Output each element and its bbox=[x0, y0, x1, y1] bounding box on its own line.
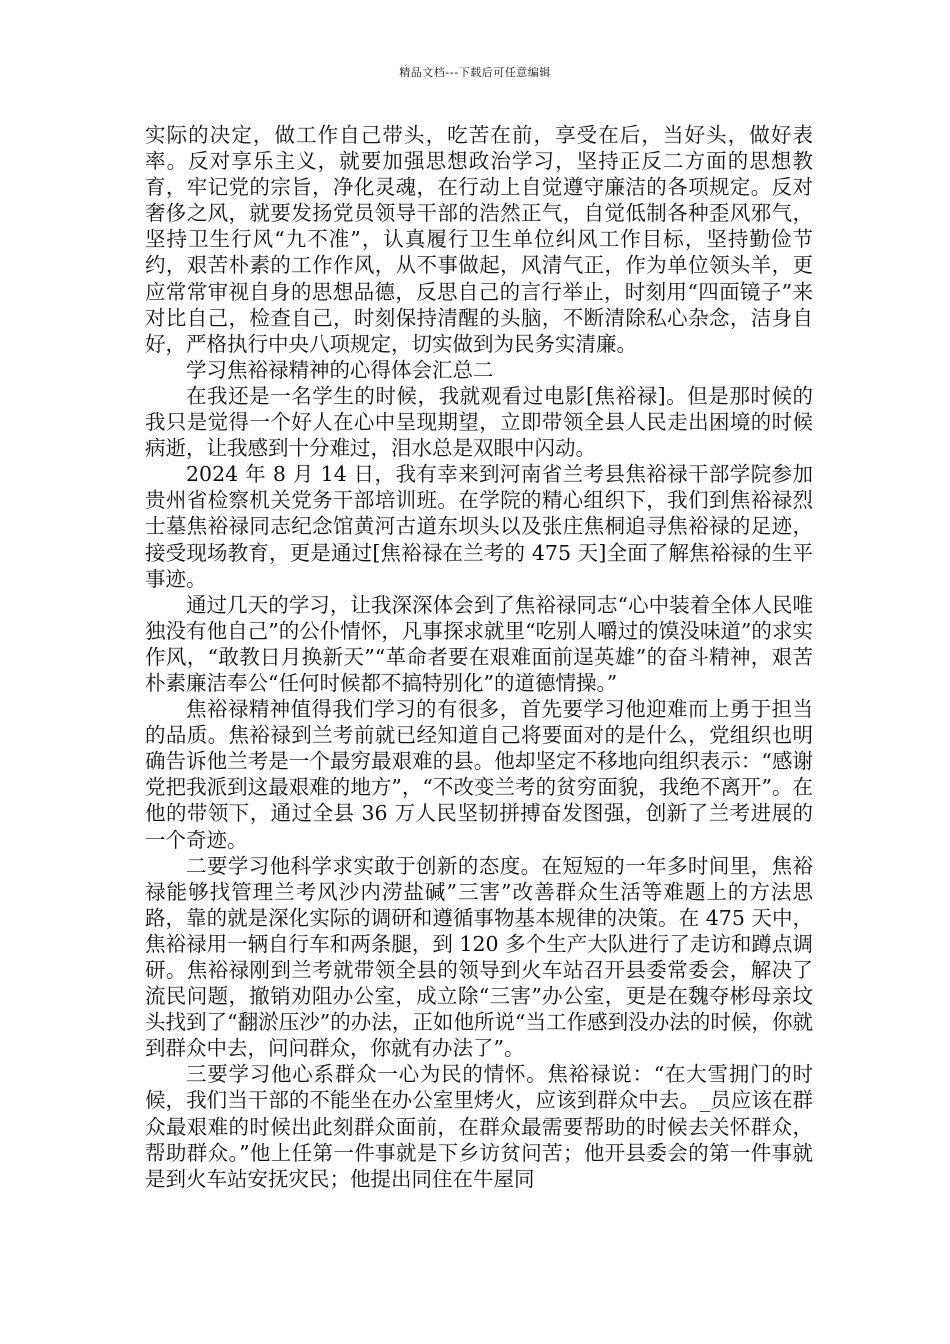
paragraph: 在我还是一名学生的时候，我就观看过电影[焦裕禄]。但是那时候的我只是觉得一个好人在心中呈现期望，立即带领全县人民走出困境的时候病逝，让我感到十分难过，泪水总是双眼中闪动。 bbox=[145, 383, 813, 461]
page-header: 精品文档---下载后可任意编辑 bbox=[399, 66, 551, 79]
paragraph: 三要学习他心系群众一心为民的情怀。焦裕禄说：“在大雪拥门的时候，我们当干部的不能坐在办公室里烤火，应该到群众中去。_员应该在群众最艰难的时候出此刻群众面前，在群众最需要帮助的时候去关怀群众，帮助群众。”他上任第一件事就是下乡访贫问苦；他开县委会的第一件事就是到火车站安抚灾民；他提出同住在牛屋同 bbox=[145, 1062, 813, 1191]
paragraph: 焦裕禄精神值得我们学习的有很多，首先要学习他迎难而上勇于担当的品质。焦裕禄到兰考前就已经知道自己将要面对的是什么，党组织也明确告诉他兰考是一个最穷最艰难的县。他却坚定不移地向组织表示：“感谢党把我派到这最艰难的地方”，“不改变兰考的贫穷面貌，我绝不离开”。在他的带领下，通过全县 36 万人民坚韧拼搏奋发图强，创新了兰考进展的一个奇迹。 bbox=[145, 697, 813, 852]
paragraph: 2024 年 8 月 14 日，我有幸来到河南省兰考县焦裕禄干部学院参加贵州省检察机关党务干部培训班。在学院的精心组织下，我们到焦裕禄烈士墓焦裕禄同志纪念馆黄河古道东坝头以及张庄焦桐追寻焦裕禄的足迹，接受现场教育，更是通过[焦裕禄在兰考的 475 天]全面了解焦裕禄的生平事迹。 bbox=[145, 462, 813, 591]
paragraph: 通过几天的学习，让我深深体会到了焦裕禄同志“心中装着全体人民唯独没有他自己”的公仆情怀，凡事探求就里“吃别人嚼过的馍没味道”的求实作风，“敢教日月换新天”“革命者要在艰难面前逞英雄”的奋斗精神，艰苦朴素廉洁奉公“任何时候都不搞特别化”的道德情操。” bbox=[145, 592, 813, 695]
paragraph: 二要学习他科学求实敢于创新的态度。在短短的一年多时间里，焦裕禄能够找管理兰考风沙内涝盐碱”三害”改善群众生活等难题上的方法思路，靠的就是深化实际的调研和遵循事物基本规律的决策。在 475 天中，焦裕禄用一辆自行车和两条腿，到 120 多个生产大队进行了走访和蹲点调研。焦裕禄刚到兰考就带领全县的领导到火车站召开县委常委会，解决了流民问题，撤销劝阻办公室，成立除“三害”办公室，更是在魏夺彬母亲坟头找到了“翻淤压沙”的办法，正如他所说“当工作感到没办法的时候，你就到群众中去，问问群众，你就有办法了”。 bbox=[145, 853, 813, 1061]
paragraph-continuation: 实际的决定，做工作自己带头，吃苦在前，享受在后，当好头，做好表率。反对享乐主义，就要加强思想政治学习，坚持正反二方面的思想教育，牢记党的宗旨，净化灵魂，在行动上自觉遵守廉洁的各项规定。反对奢侈之风，就要发扬党员领导干部的浩然正气，自觉低制各种歪风邪气，坚持卫生行风“九不准”，认真履行卫生单位纠风工作目标，坚持勤俭节约，艰苦朴素的工作作风，从不事做起，风清气正，作为单位领头羊，更应常常审视自身的思想品德，反思自己的言行举止，时刻用“四面镜子”来对比自己，检查自己，时刻保持清醒的头脑，不断清除私心杂念，洁身自好，严格执行中央八项规定，切实做到为民务实清廉。 bbox=[145, 123, 813, 356]
section-heading: 学习焦裕禄精神的心得体会汇总二 bbox=[186, 357, 494, 382]
document-body bbox=[145, 122, 813, 1192]
